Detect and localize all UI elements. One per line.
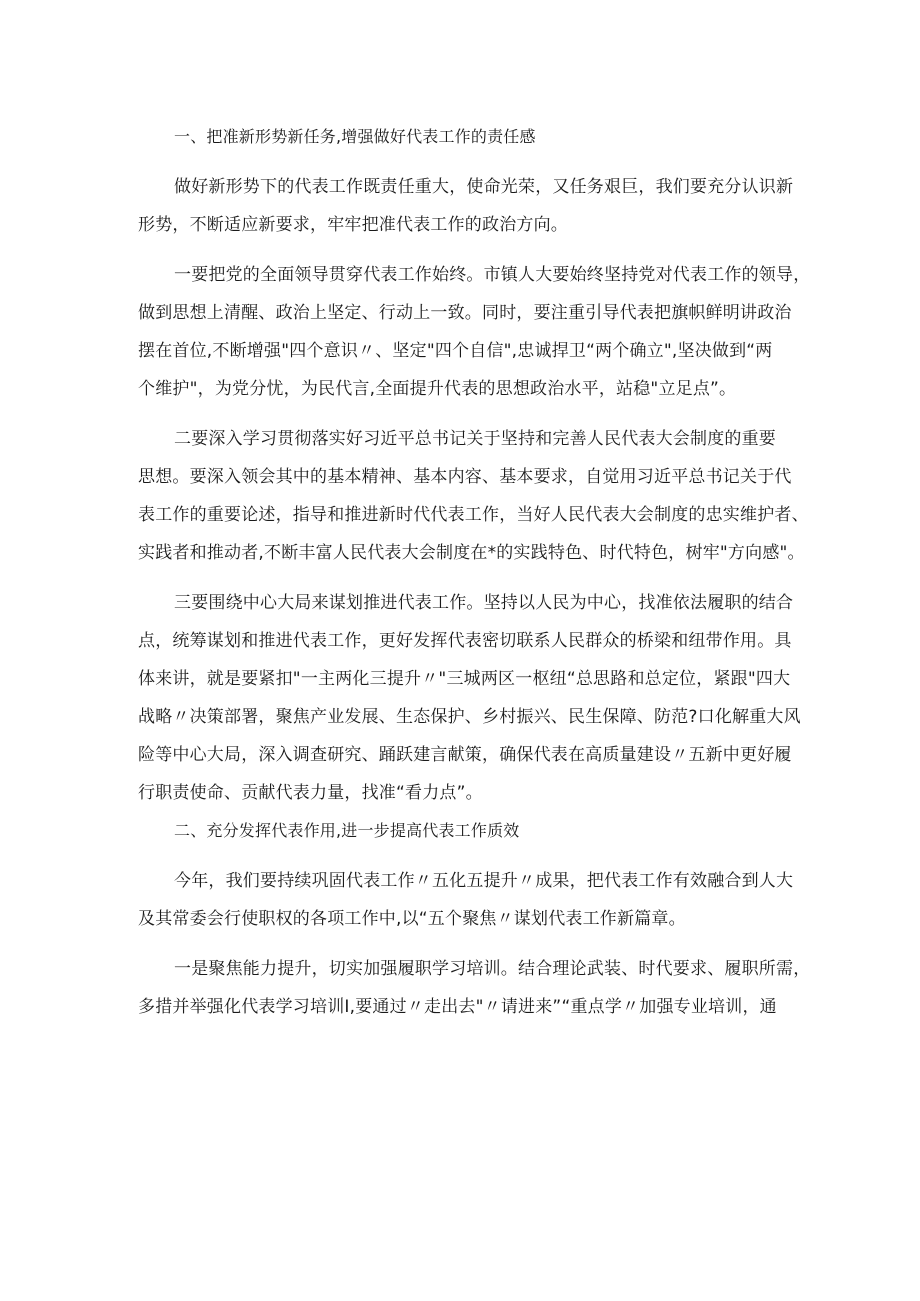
paragraph-line: 一是聚焦能力提升，切实加强履职学习培训。结合理论武装、时代要求、履职所需， bbox=[174, 959, 811, 979]
document-page bbox=[138, 118, 811, 1026]
paragraph-line: 三要围绕中心大局来谋划推进代表工作。坚持以人民为中心，找准依法履职的结合 bbox=[174, 593, 794, 613]
paragraph-line: 摆在首位,不断增强"四个意识〃、坚定"四个自信",忠诚捍卫“两个确立",坚决做到“两 bbox=[138, 341, 773, 361]
paragraph-line: 形势，不断适应新要求，牢牢把准代表工作的政治方向。 bbox=[138, 215, 568, 235]
paragraph-line: 体来讲，就是要紧扣"一主两化三提升〃"三城两区一枢纽“总思路和总定位，紧跟"四大 bbox=[138, 669, 791, 689]
paragraph-line: 做到思想上清醒、政治上坚定、行动上一致。同时，要注重引导代表把旗帜鲜明讲政治 bbox=[138, 303, 792, 323]
paragraph-line: 战略〃决策部署，聚焦产业发展、生态保护、乡村振兴、民生保障、防范?口化解重大风 bbox=[138, 707, 801, 727]
paragraph-line: 个维护"，为党分忧，为民代言,全面提升代表的思想政治水平，站稳"立足点”。 bbox=[138, 379, 737, 399]
paragraph-line: 行职责使命、贡献代表力量，找准“看力点”。 bbox=[138, 783, 483, 803]
paragraph-line: 表工作的重要论述，指导和推进新时代代表工作，当好人民代表大会制度的忠实维护者、 bbox=[138, 505, 809, 525]
paragraph-line: 做好新形势下的代表工作既责任重大，使命光荣，又任务艰巨，我们要充分认识新 bbox=[174, 177, 794, 197]
paragraph-line: 思想。要深入领会其中的基本精神、基本内容、基本要求，自觉用习近平总书记关于代 bbox=[138, 467, 792, 487]
paragraph-line: 多措并举强化代表学习培训Ⅰ,要通过〃走出去"〃请进来”“重点学〃加强专业培训，通 bbox=[138, 997, 777, 1017]
paragraph-line: 今年，我们要持续巩固代表工作〃五化五提升〃成果，把代表工作有效融合到人大 bbox=[174, 871, 794, 891]
paragraph-line: 点，统筹谋划和推进代表工作，更好发挥代表密切联系人民群众的桥梁和纽带作用。具 bbox=[138, 631, 792, 651]
paragraph-line: 一要把党的全面领导贯穿代表工作始终。市镇人大要始终坚持党对代表工作的领导， bbox=[174, 265, 811, 285]
paragraph-line: 实践者和推动者,不断丰富人民代表大会制度在*的实践特色、时代特色，树牢"方向感"。 bbox=[138, 543, 805, 563]
section-heading-2: 二、充分发挥代表作用,进一步提高代表工作质效 bbox=[174, 821, 520, 840]
section-heading-1: 一、把准新形势新任务,增强做好代表工作的责任感 bbox=[174, 127, 536, 146]
paragraph-line: 二要深入学习贯彻落实好习近平总书记关于坚持和完善人民代表大会制度的重要 bbox=[174, 429, 776, 449]
paragraph-line: 险等中心大局，深入调查研究、踊跃建言献策，确保代表在高质量建设〃五新中更好履 bbox=[138, 745, 792, 765]
paragraph-line: 及其常委会行使职权的各项工作中,以“五个聚焦〃谋划代表工作新篇章。 bbox=[138, 909, 686, 929]
